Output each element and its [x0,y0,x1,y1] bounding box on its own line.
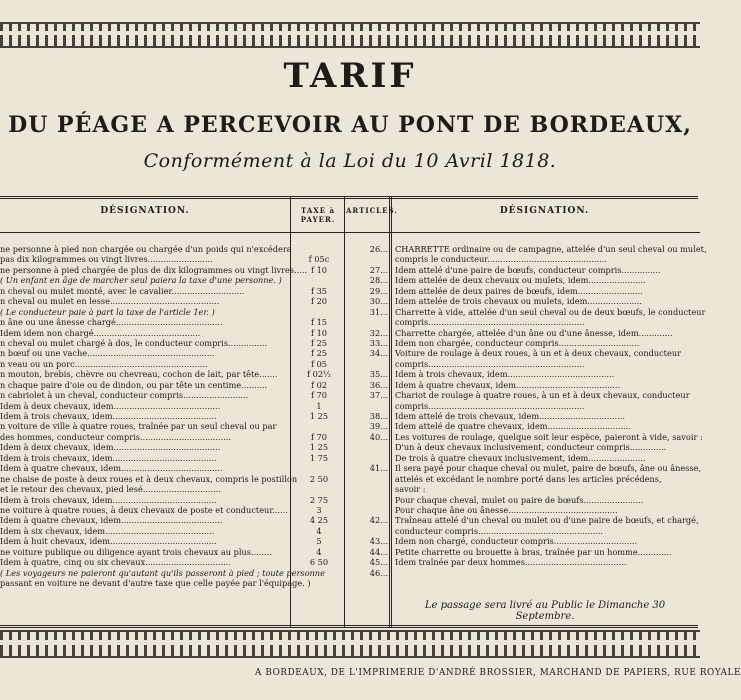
article-number: 31... [369,306,388,317]
tariff-item-right: Idem attelé de trois chevaux, idem................................. [395,411,625,421]
tariff-item-right: Idem à quatre chevaux, idem........................................ [395,379,621,390]
tariff-item-left: Idem à deux chevaux, idem......................................... [0,442,221,453]
tariff-item-right: compris............................................................ [395,358,585,369]
article-number: 35... [369,369,388,380]
article-number: 28... [369,275,388,286]
header-designation-right: DÉSIGNATION. [499,206,590,216]
tariff-item-right: Idem attelée de trois chevaux ou mulets, idem..................... [395,296,642,307]
tariff-item-left: ( Le conducteur paie à part la taxe de l'article 1er. ) [0,306,215,317]
article-number [348,578,388,588]
tax-value: f 20 [310,296,328,307]
tax-value [296,421,342,431]
bottom-ornamental-border [0,630,700,658]
tariff-item-right: Idem attelée de deux paires de bœufs, idem......................... [395,285,643,296]
tariff-item-right: D'un à deux chevaux inclusivement, conducteur compris.............. [395,442,667,453]
tariff-item-left: ne voiture à quatre roues, à deux chevaux de poste et conducteur...... [0,504,288,515]
tax-value: 1 25 [309,442,329,453]
tariff-item-left: ne voiture publique ou diligence ayant trois chevaux au plus........ [0,546,272,557]
tax-value: f 25 [310,337,328,348]
document-title: TARIF [283,56,417,96]
tariff-item-right: Idem attelé d'une paire de bœufs, conducteur compris............... [395,264,661,275]
article-number: 34... [369,348,388,359]
tariff-item-left: Idem à quatre, cinq ou six chevaux................................. [0,557,231,568]
article-number: 38... [369,411,388,421]
tax-value: 3 [316,504,322,515]
top-ornamental-border [0,22,700,48]
tax-value: 4 25 [309,515,329,526]
tax-value [296,568,342,578]
article-number: 32... [369,327,388,338]
tariff-item-right: conducteur compris................................................ [395,525,603,536]
header-designation-left: DÉSIGNATION. [100,206,190,216]
article-number: 37... [369,390,388,401]
article-number: 42... [369,515,388,526]
article-number: 46... [369,567,388,578]
tariff-item-right: savoir : [395,484,426,495]
article-number: 30... [369,296,388,307]
tariff-item-right: De trois à quatre chevaux inclusivement, idem...................... [395,452,646,463]
article-number [348,453,388,463]
tariff-item-right: Chariot de roulage à quatre roues, à un et à deux chevaux, conducteur [395,390,690,401]
tax-value: 1 [316,400,322,411]
tariff-item-left: n chaque paire d'oie ou de dindon, ou par tête un centime.......... [0,379,268,390]
tariff-item-left: Idem à huit chevaux, idem......................................... [0,536,217,547]
tariff-item-right: compris............................................................ [395,317,585,328]
tax-value [296,275,342,285]
article-number: 33... [369,337,388,348]
tariff-item-left: pas dix kilogrammes ou vingt livres......................... [0,254,213,265]
tariff-item-left: Idem à trois chevaux, idem........................................ [0,494,217,505]
tax-value [296,484,342,494]
article-number: 26... [369,244,388,254]
article-number: 40... [369,431,388,442]
article-number [348,401,388,411]
tax-column [296,244,342,588]
tax-value: f 15 [310,317,328,328]
tariff-item-left: ne chaise de poste à deux roues et à deux chevaux, compris le postillon [0,473,298,484]
tax-value: f 10 [310,327,328,338]
article-number [348,474,388,484]
tariff-item-right: Charrette chargée, attelée d'un âne ou d'une ânesse, idem............. [395,327,673,338]
tariff-item-left: Idem à quatre chevaux, idem....................................... [0,515,223,526]
tariff-item-left: ( Les voyageurs ne paieront qu'autant qu'ils passeront à pied ; toute personne [0,567,325,578]
tariff-item-right: Pour chaque cheval, mulet ou paire de bœufs....................... [395,494,644,505]
article-number: 41... [369,463,388,474]
article-number: 39... [369,421,388,432]
right-designation-list [395,244,707,588]
header-rule [0,232,700,233]
tax-value [296,307,342,317]
article-number [348,254,388,264]
tariff-item-right: Idem non chargé, conducteur compris................................ [395,536,638,547]
law-reference: Conformément à la Loi du 10 Avril 1818. [143,150,557,172]
tariff-item-right: Voiture de roulage à deux roues, à un et à deux chevaux, conducteur [395,348,682,359]
tax-value: f 05c [308,254,330,265]
tariff-item-left: n veau ou un porc................................................... [0,358,208,369]
tariff-item-left: ne personne à pied non chargée ou chargée d'un poids qui n'excédera [0,244,292,254]
printer-imprint: A BORDEAUX, DE L'IMPRIMERIE D'ANDRÉ BROSSIER, MARCHAND DE PAPIERS, RUE ROYALE [255,668,741,678]
tax-value: f 35 [310,285,328,296]
tax-value: f 02 [310,379,328,390]
tax-value: 2 50 [309,473,329,484]
tax-value: f 25 [310,348,328,359]
article-number [348,526,388,536]
article-number: 44... [369,546,388,557]
tariff-item-right: CHARRETTE ordinaire ou de campagne, attelée d'un seul cheval ou mulet, [395,244,707,254]
column-divider [290,196,291,628]
article-number: 36... [369,379,388,390]
tariff-item-left: des hommes, conducteur compris................................... [0,431,232,442]
tariff-item-right: Traîneau attelé d'un cheval ou mulet ou d'une paire de bœufs, et chargé, [395,515,699,526]
tariff-item-right: Idem attelé de quatre chevaux, idem................................ [395,421,631,432]
tariff-item-right: Les voitures de roulage, quelque soit leur espèce, paieront à vide, savoir : [395,431,703,442]
tax-value: f 02½ [307,369,331,380]
tariff-item-right: compris............................................................ [395,400,585,411]
article-number: 43... [369,536,388,547]
tax-value: 1 75 [309,452,329,463]
tariff-item-left: et le retour des chevaux, pied lesé.............................. [0,484,221,495]
tariff-item-left: passant en voiture ne devant d'autre taxe que celle payée par l'équipage. ) [0,578,311,588]
opening-notice: Le passage sera livré au Public le Dimanche 30 Septembre. [424,600,666,622]
article-number [348,505,388,515]
tariff-item-left: n âne ou une ânesse chargé......................................... [0,317,223,328]
tariff-item-right: compris le conducteur.............................................. [395,254,607,265]
tax-value: 4 [316,546,322,557]
tariff-item-left: ne personne à pied chargée de plus de dix kilogrammes ou vingt livres..... [0,264,308,275]
tariff-item-left: n cabriolet à un cheval, conducteur compris......................... [0,390,249,401]
tariff-item-right: Pour chaque âne ou ânesse.......................................... [395,504,618,515]
tax-value: 5 [316,536,322,547]
tariff-item-left: Idem à trois chevaux, idem........................................ [0,452,217,463]
article-number [348,484,388,494]
tariff-item-left: Idem à deux chevaux, idem......................................... [0,400,221,411]
tariff-item-right [395,568,697,578]
tariff-item-right: Idem traînée par deux hommes....................................... [395,557,627,568]
tariff-item-right: Il sera payé pour chaque cheval ou mulet, paire de bœufs, âne ou ânesse, [395,463,702,474]
header-tax: TAXE à PAYER. [300,206,336,224]
column-divider [344,196,345,628]
tariff-item-left: n bœuf ou une vache................................................. [0,348,215,359]
tariff-item-left: n cheval ou mulet en lesse.......................................... [0,296,220,307]
article-number [348,317,388,327]
tax-value: 2 75 [309,494,329,505]
document-subtitle: DU PÉAGE A PERCEVOIR AU PONT DE BORDEAUX, [8,112,692,138]
tax-value [296,578,342,588]
article-number: 29... [369,285,388,296]
tariff-item-left: Idem idem non chargé......................................... [0,327,201,338]
articles-column [348,244,388,588]
tariff-item-right [395,578,697,588]
tariff-item-right: Idem à trois chevaux, idem......................................... [395,369,615,380]
column-divider [389,196,392,628]
tariff-item-right: attelés et excédant le nombre porté dans les articles précédens, [395,473,662,484]
tax-value: f 10 [310,264,328,275]
tax-value [296,244,342,254]
tariff-item-left: n mouton, brebis, chèvre ou chevreau, cochon de lait, par tête....... [0,369,278,380]
article-number [348,359,388,369]
header-articles: ARTICLES. [346,206,398,215]
tariff-item-left: n voiture de ville à quatre roues, traînée par un seul cheval ou par [0,421,277,432]
tariff-item-left: n cheval ou mulet chargé à dos, le conducteur compris............... [0,337,268,348]
tariff-item-right: Petite charrette ou brouette à bras, traînée par un homme............. [395,546,672,557]
tariff-item-left: n cheval ou mulet monté, avec le cavalier............................ [0,285,245,296]
article-number: 45... [369,557,388,568]
tariff-item-right: Idem attelée de deux chevaux ou mulets, idem...................... [395,275,646,286]
tariff-item-left: Idem à six chevaux, idem.......................................... [0,525,215,536]
article-number [348,495,388,505]
tariff-item-left: Idem à quatre chevaux, idem....................................... [0,463,223,474]
tax-value: 6 50 [309,557,329,568]
tariff-item-left: Idem à trois chevaux, idem........................................ [0,411,217,421]
tax-value: f 05 [310,358,328,369]
tax-value: f 70 [310,390,328,401]
article-number [348,442,388,452]
tariff-item-right: Charrette à vide, attelée d'un seul cheval ou de deux bœufs, le conducteur [395,306,706,317]
tariff-item-right: Idem non chargée, conducteur compris............................... [395,337,640,348]
tax-value: f 70 [310,431,328,442]
tax-value: 1 25 [309,411,329,421]
tariff-item-left: ( Un enfant en âge de marcher seul paiera la taxe d'une personne. ) [0,275,282,286]
tax-value: 4 [316,525,322,536]
article-number: 27... [369,264,388,275]
tax-value [296,463,342,473]
